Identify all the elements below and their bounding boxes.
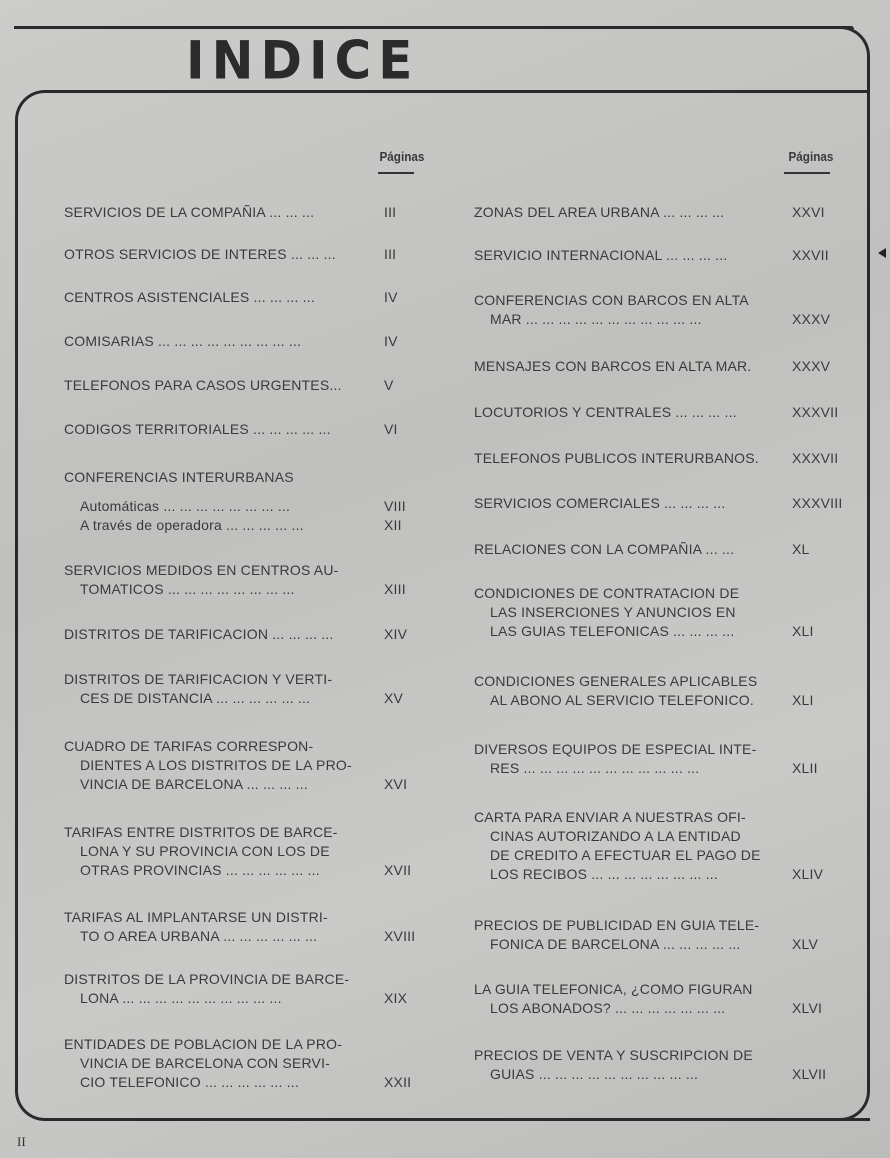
toc-entry-text: TOMATICOS ... ... ... ... ... ... ... ... [80,581,295,597]
toc-page-number: XLV [792,936,819,952]
toc-page-number: XXXVII [792,404,839,420]
toc-entry-text: ENTIDADES DE POBLACION DE LA PRO- [64,1036,343,1052]
toc-page-number: XLIV [792,866,824,882]
toc-page-number: XIII [384,581,406,597]
toc-entry[interactable] [64,737,408,794]
footer-page-number: II [17,1134,26,1149]
toc-entry[interactable] [80,516,402,535]
toc-entry[interactable] [474,808,824,884]
toc-page-number: XIX [384,990,408,1006]
toc-entry[interactable] [474,203,825,222]
toc-page-number: XL [792,541,810,557]
toc-entry-text: CONDICIONES DE CONTRATACION DE [474,585,740,601]
toc-entry-text: TARIFAS ENTRE DISTRITOS DE BARCE- [64,824,338,840]
toc-entry-text: PRECIOS DE PUBLICIDAD EN GUIA TELE- [474,917,760,933]
toc-page-number: XXXV [792,358,831,374]
toc-entry-text: RELACIONES CON LA COMPAÑIA ... ... [474,541,735,557]
toc-entry[interactable] [64,1035,412,1092]
toc-entry-text: CONFERENCIAS INTERURBANAS [64,469,294,485]
toc-entry-text: VINCIA DE BARCELONA ... ... ... ... [80,776,308,792]
top-rule [14,26,854,29]
toc-entry-text: SERVICIOS COMERCIALES ... ... ... ... [474,495,726,511]
toc-entry-text: MAR ... ... ... ... ... ... ... ... ... ... ... [490,311,702,327]
toc-entry-text: FONICA DE BARCELONA ... ... ... ... ... [490,936,741,952]
toc-entry-text: ZONAS DEL AREA URBANA ... ... ... ... [474,204,725,220]
toc-page-number: VI [384,421,398,437]
toc-entry[interactable] [64,376,394,395]
toc-entry-text: DISTRITOS DE TARIFICACION Y VERTI- [64,671,333,687]
toc-entry[interactable] [64,420,398,439]
toc-entry[interactable] [474,449,839,468]
toc-page-number: XXII [384,1074,412,1090]
toc-entry[interactable] [64,203,397,222]
toc-page-number: XXXVII [792,450,839,466]
toc-entry-text: Automáticas ... ... ... ... ... ... ... ... [80,498,291,514]
toc-entry[interactable] [474,1046,827,1084]
toc-entry[interactable] [64,288,398,307]
toc-page-number: III [384,246,397,262]
toc-entry-text: LOCUTORIOS Y CENTRALES ... ... ... ... [474,404,737,420]
toc-entry[interactable] [64,468,294,487]
toc-entry-text: RES ... ... ... ... ... ... ... ... ... ... ... [490,760,700,776]
right-column-header-rule [784,172,830,174]
left-column-header: Páginas [379,149,425,164]
page-title: INDICE [186,30,420,91]
toc-page-number: III [384,204,397,220]
toc-page-number: XLI [792,623,814,639]
toc-entry[interactable] [474,246,829,265]
toc-entry-text: CONFERENCIAS CON BARCOS EN ALTA [474,292,749,308]
toc-page-number: V [384,377,394,393]
toc-entry[interactable] [474,494,843,513]
toc-page-number: XV [384,690,404,706]
toc-entry-text: DISTRITOS DE TARIFICACION ... ... ... ... [64,626,334,642]
edge-tab-mark [878,248,886,258]
toc-entry-text: CODIGOS TERRITORIALES ... ... ... ... ... [64,421,331,437]
toc-entry[interactable] [474,672,814,710]
toc-entry-text: LONA ... ... ... ... ... ... ... ... ... ... [80,990,282,1006]
toc-entry-text: LA GUIA TELEFONICA, ¿COMO FIGURAN [474,981,753,997]
toc-entry[interactable] [64,245,397,264]
toc-entry[interactable] [64,908,416,946]
right-column-header: Páginas [788,149,834,164]
toc-entry[interactable] [64,332,398,351]
toc-page-number: XXVI [792,204,825,220]
toc-page-number: XXXV [792,311,831,327]
toc-entry-text: TELEFONOS PARA CASOS URGENTES... [64,377,342,393]
toc-page-number: XLII [792,760,818,776]
toc-entry-text: CES DE DISTANCIA ... ... ... ... ... ... [80,690,311,706]
toc-entry[interactable] [474,357,831,376]
toc-entry[interactable] [474,916,819,954]
toc-entry[interactable] [64,561,406,599]
toc-entry-text: LOS ABONADOS? ... ... ... ... ... ... ... [490,1000,726,1016]
toc-entry[interactable] [474,740,818,778]
toc-entry-text: VINCIA DE BARCELONA CON SERVI- [80,1055,331,1071]
toc-page-number: IV [384,333,398,349]
toc-entry[interactable] [80,497,406,516]
toc-entry[interactable] [474,584,814,641]
toc-entry-text: LONA Y SU PROVINCIA CON LOS DE [80,843,330,859]
toc-entry-text: AL ABONO AL SERVICIO TELEFONICO. [490,692,754,708]
toc-entry-text: DE CREDITO A EFECTUAR EL PAGO DE [490,847,761,863]
toc-entry-text: CARTA PARA ENVIAR A NUESTRAS OFI- [474,809,746,825]
toc-page-number: XXXVIII [792,495,843,511]
toc-page-number: XLI [792,692,814,708]
toc-entry-text: CUADRO DE TARIFAS CORRESPON- [64,738,314,754]
toc-entry-text: LAS GUIAS TELEFONICAS ... ... ... ... [490,623,735,639]
toc-entry-text: CIO TELEFONICO ... ... ... ... ... ... [80,1074,299,1090]
toc-page-number: XLVII [792,1066,827,1082]
toc-entry-text: PRECIOS DE VENTA Y SUSCRIPCION DE [474,1047,753,1063]
toc-entry[interactable] [474,980,823,1018]
toc-entry-text: TARIFAS AL IMPLANTARSE UN DISTRI- [64,909,328,925]
toc-entry-text: SERVICIOS MEDIDOS EN CENTROS AU- [64,562,339,578]
toc-page-number: VIII [384,498,406,514]
toc-entry-text: DISTRITOS DE LA PROVINCIA DE BARCE- [64,971,350,987]
toc-entry[interactable] [474,291,831,329]
toc-entry-text: OTRAS PROVINCIAS ... ... ... ... ... ... [80,862,320,878]
toc-page-number: XVI [384,776,408,792]
toc-entry-text: CONDICIONES GENERALES APLICABLES [474,673,758,689]
toc-entry-text: TELEFONOS PUBLICOS INTERURBANOS. [474,450,759,466]
toc-entry-text: A través de operadora ... ... ... ... ... [80,517,304,533]
toc-entry-text: LOS RECIBOS ... ... ... ... ... ... ... ... [490,866,718,882]
toc-page-number: IV [384,289,398,305]
toc-entry[interactable] [474,403,839,422]
left-column-header-rule [378,172,414,174]
toc-page-number: XIV [384,626,408,642]
toc-entry-text: LAS INSERCIONES Y ANUNCIOS EN [490,604,736,620]
toc-entry-text: COMISARIAS ... ... ... ... ... ... ... ... ... [64,333,302,349]
toc-page-number: XXVII [792,247,829,263]
toc-entry-text: TO O AREA URBANA ... ... ... ... ... ... [80,928,318,944]
toc-entry-text: DIVERSOS EQUIPOS DE ESPECIAL INTE- [474,741,757,757]
toc-page-number: XVIII [384,928,416,944]
toc-entry[interactable] [64,625,408,644]
toc-page-number: XLVI [792,1000,823,1016]
toc-entry-text: MENSAJES CON BARCOS EN ALTA MAR. [474,358,752,374]
toc-entry-text: GUIAS ... ... ... ... ... ... ... ... ... ... [490,1066,699,1082]
toc-entry-text: SERVICIO INTERNACIONAL ... ... ... ... [474,247,728,263]
toc-entry[interactable] [474,540,810,559]
toc-entry[interactable] [64,823,412,880]
toc-entry-text: OTROS SERVICIOS DE INTERES ... ... ... [64,246,336,262]
toc-page-number: XVII [384,862,412,878]
toc-entry-text: CINAS AUTORIZANDO A LA ENTIDAD [490,828,741,844]
toc-entry-text: CENTROS ASISTENCIALES ... ... ... ... [64,289,315,305]
toc-page-number: XII [384,517,402,533]
toc-entry-text: DIENTES A LOS DISTRITOS DE LA PRO- [80,757,352,773]
toc-entry[interactable] [64,670,404,708]
toc-entry[interactable] [64,970,408,1008]
toc-entry-text: SERVICIOS DE LA COMPAÑIA ... ... ... [64,204,315,220]
